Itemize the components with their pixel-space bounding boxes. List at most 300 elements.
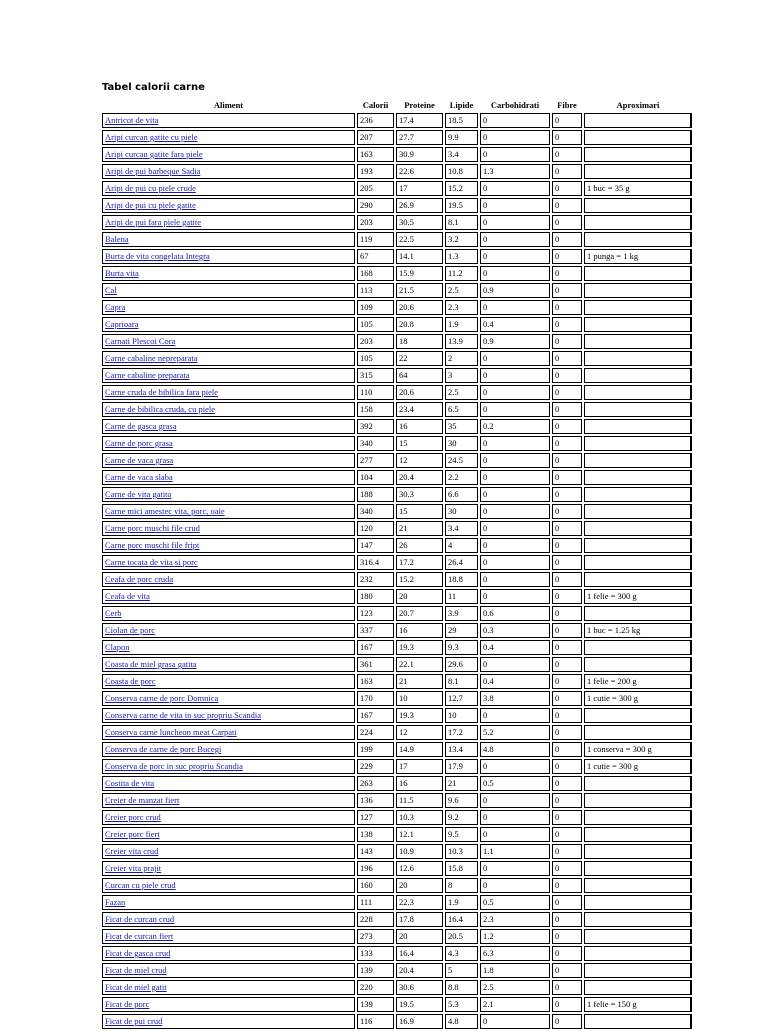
carbohydrates-cell: 0.5 [480, 776, 550, 791]
protein-cell: 10 [396, 691, 443, 706]
calories-cell: 188 [357, 487, 394, 502]
food-name-cell [102, 504, 355, 519]
calories-cell: 167 [357, 640, 394, 655]
food-link[interactable]: Aripi de pui fara piele gatite [105, 217, 202, 227]
food-name-cell [102, 929, 355, 944]
food-name-cell [102, 759, 355, 774]
protein-cell: 21 [396, 521, 443, 536]
column-header-lipide: Lipide [449, 99, 474, 110]
food-link[interactable]: Coasta de miel grasa gatita [105, 659, 197, 669]
food-link[interactable]: Conserva carne luncheon meat Carpati [105, 727, 237, 737]
carbohydrates-cell: 0 [480, 521, 550, 536]
protein-cell: 17.8 [396, 912, 443, 927]
food-name-cell [102, 776, 355, 791]
protein-cell: 14.1 [396, 249, 443, 264]
protein-cell: 20.8 [396, 317, 443, 332]
food-link[interactable]: Capra [105, 302, 126, 312]
carbohydrates-cell: 0 [480, 487, 550, 502]
fiber-cell: 0 [552, 827, 582, 842]
food-name-cell [102, 266, 355, 281]
food-name-cell [102, 181, 355, 196]
table-row [102, 674, 692, 689]
food-link[interactable]: Creier vita prajit [105, 863, 162, 873]
fiber-cell: 0 [552, 878, 582, 893]
food-name-cell [102, 589, 355, 604]
food-link[interactable]: Carne de vaca slaba [105, 472, 173, 482]
protein-cell: 12.6 [396, 861, 443, 876]
food-link[interactable]: Conserva carne de porc Domnica [105, 693, 219, 703]
table-row [102, 997, 692, 1012]
calories-cell: 109 [357, 300, 394, 315]
fiber-cell: 0 [552, 929, 582, 944]
table-row [102, 147, 692, 162]
food-link[interactable]: Burta vita [105, 268, 139, 278]
table-row [102, 963, 692, 978]
column-header-aproximari: Aproximari [616, 99, 660, 110]
fiber-cell: 0 [552, 538, 582, 553]
calories-cell: 111 [357, 895, 394, 910]
carbohydrates-cell: 0 [480, 657, 550, 672]
food-link[interactable]: Aripi de pui cu piele gatite [105, 200, 196, 210]
food-link[interactable]: Carne cabaline nepreparata [105, 353, 198, 363]
carbohydrates-cell: 3.8 [480, 691, 550, 706]
food-name-cell [102, 674, 355, 689]
fiber-cell: 0 [552, 674, 582, 689]
lipids-cell: 2.3 [445, 300, 478, 315]
food-link[interactable]: Carne de bibilica cruda, cu piele [105, 404, 215, 414]
fiber-cell: 0 [552, 385, 582, 400]
carbohydrates-cell: 0.3 [480, 623, 550, 638]
approximation-cell [584, 929, 692, 944]
protein-cell: 20.4 [396, 963, 443, 978]
carbohydrates-cell: 0 [480, 368, 550, 383]
food-name-cell [102, 623, 355, 638]
approximation-cell [584, 555, 692, 570]
approximation-cell [584, 385, 692, 400]
lipids-cell: 1.9 [445, 317, 478, 332]
approximation-cell [584, 470, 692, 485]
calories-cell: 160 [357, 878, 394, 893]
calories-cell: 143 [357, 844, 394, 859]
protein-cell: 22.3 [396, 895, 443, 910]
lipids-cell: 11.2 [445, 266, 478, 281]
food-link[interactable]: Carne de porc grasa [105, 438, 173, 448]
food-name-cell [102, 249, 355, 264]
lipids-cell: 18.8 [445, 572, 478, 587]
lipids-cell: 30 [445, 504, 478, 519]
calories-cell: 224 [357, 725, 394, 740]
table-row [102, 759, 692, 774]
protein-cell: 17.4 [396, 113, 443, 128]
protein-cell: 20.6 [396, 300, 443, 315]
lipids-cell: 13.9 [445, 334, 478, 349]
carbohydrates-cell: 2.5 [480, 980, 550, 995]
food-link[interactable]: Aripi curcan gatite cu piele [105, 132, 198, 142]
calories-cell: 236 [357, 113, 394, 128]
food-link[interactable]: Ficat de curcan fiert [105, 931, 174, 941]
approximation-cell [584, 147, 692, 162]
food-name-cell [102, 657, 355, 672]
calories-cell: 193 [357, 164, 394, 179]
lipids-cell: 19.5 [445, 198, 478, 213]
food-link[interactable]: Clapon [105, 642, 130, 652]
carbohydrates-cell: 0 [480, 402, 550, 417]
approximation-cell [584, 436, 692, 451]
calories-cell: 207 [357, 130, 394, 145]
table-row [102, 1014, 692, 1029]
fiber-cell: 0 [552, 589, 582, 604]
protein-cell: 21 [396, 674, 443, 689]
calories-cell: 361 [357, 657, 394, 672]
food-link[interactable]: Carne de gasca grasa [105, 421, 177, 431]
food-name-cell [102, 572, 355, 587]
food-name-cell [102, 946, 355, 961]
approximation-cell [584, 895, 692, 910]
approximation-cell: 1 felie = 200 g [584, 674, 692, 689]
food-name-cell [102, 827, 355, 842]
fiber-cell: 0 [552, 861, 582, 876]
protein-cell: 15.9 [396, 266, 443, 281]
table-row [102, 640, 692, 655]
calories-cell: 110 [357, 385, 394, 400]
table-row [102, 300, 692, 315]
lipids-cell: 2.5 [445, 385, 478, 400]
food-name-cell [102, 606, 355, 621]
protein-cell: 10.3 [396, 810, 443, 825]
fiber-cell: 0 [552, 419, 582, 434]
food-name-cell [102, 997, 355, 1012]
lipids-cell: 13.4 [445, 742, 478, 757]
carbohydrates-cell: 0.4 [480, 674, 550, 689]
fiber-cell: 0 [552, 436, 582, 451]
fiber-cell: 0 [552, 844, 582, 859]
carbohydrates-cell: 0 [480, 351, 550, 366]
food-link[interactable]: Cerb [105, 608, 122, 618]
food-name-cell [102, 198, 355, 213]
food-link[interactable]: Ficat de miel gatit [105, 982, 167, 992]
food-name-cell [102, 113, 355, 128]
food-link[interactable]: Coasta de porc [105, 676, 156, 686]
carbohydrates-cell: 0.5 [480, 895, 550, 910]
food-link[interactable]: Carne porc muschi file crud [105, 523, 200, 533]
food-link[interactable]: Curcan cu piele crud [105, 880, 176, 890]
food-link[interactable]: Creier de manzat fiert [105, 795, 180, 805]
carbohydrates-cell: 1.1 [480, 844, 550, 859]
protein-cell: 30.5 [396, 215, 443, 230]
table-row [102, 623, 692, 638]
food-link[interactable]: Antricot de vita [105, 115, 159, 125]
calories-cell: 263 [357, 776, 394, 791]
table-row [102, 878, 692, 893]
food-name-cell [102, 351, 355, 366]
calories-cell: 232 [357, 572, 394, 587]
fiber-cell: 0 [552, 776, 582, 791]
food-name-cell [102, 385, 355, 400]
fiber-cell: 0 [552, 759, 582, 774]
calories-cell: 113 [357, 283, 394, 298]
calories-cell: 167 [357, 708, 394, 723]
calories-cell: 139 [357, 963, 394, 978]
food-link[interactable]: Creier porc fiert [105, 829, 160, 839]
fiber-cell: 0 [552, 912, 582, 927]
approximation-cell [584, 963, 692, 978]
fiber-cell: 0 [552, 810, 582, 825]
fiber-cell: 0 [552, 980, 582, 995]
food-name-cell [102, 691, 355, 706]
approximation-cell [584, 232, 692, 247]
protein-cell: 22.1 [396, 657, 443, 672]
protein-cell: 22 [396, 351, 443, 366]
food-link[interactable]: Caprioara [105, 319, 139, 329]
protein-cell: 18 [396, 334, 443, 349]
lipids-cell: 3 [445, 368, 478, 383]
food-name-cell [102, 453, 355, 468]
calories-cell: 123 [357, 606, 394, 621]
food-link[interactable]: Creier porc crud [105, 812, 161, 822]
fiber-cell: 0 [552, 504, 582, 519]
approximation-cell [584, 521, 692, 536]
fiber-cell: 0 [552, 351, 582, 366]
table-row [102, 113, 692, 128]
table-row [102, 249, 692, 264]
calories-cell: 158 [357, 402, 394, 417]
food-link[interactable]: Ficat de miel crud [105, 965, 167, 975]
calories-cell: 273 [357, 929, 394, 944]
table-row [102, 538, 692, 553]
carbohydrates-cell: 0.9 [480, 334, 550, 349]
food-link[interactable]: Conserva de porc in suc propriu Scandia [105, 761, 243, 771]
lipids-cell: 15.2 [445, 181, 478, 196]
table-row [102, 725, 692, 740]
protein-cell: 12.1 [396, 827, 443, 842]
fiber-cell: 0 [552, 232, 582, 247]
table-row [102, 436, 692, 451]
table-row [102, 589, 692, 604]
carbohydrates-cell: 0 [480, 198, 550, 213]
protein-cell: 19.3 [396, 708, 443, 723]
lipids-cell: 17.9 [445, 759, 478, 774]
lipids-cell: 16.4 [445, 912, 478, 927]
calories-cell: 163 [357, 674, 394, 689]
lipids-cell: 8.1 [445, 674, 478, 689]
approximation-cell [584, 300, 692, 315]
column-header-proteine: Proteine [404, 99, 435, 110]
table-row [102, 793, 692, 808]
food-link[interactable]: Carne porc muschi file fript [105, 540, 200, 550]
food-link[interactable]: Costita de vita [105, 778, 155, 788]
lipids-cell: 17.2 [445, 725, 478, 740]
protein-cell: 30.3 [396, 487, 443, 502]
carbohydrates-cell: 0.4 [480, 640, 550, 655]
fiber-cell: 0 [552, 113, 582, 128]
protein-cell: 26 [396, 538, 443, 553]
food-link[interactable]: Aripi de pui barbeque Sadia [105, 166, 201, 176]
table-row [102, 198, 692, 213]
lipids-cell: 4.3 [445, 946, 478, 961]
carbohydrates-cell: 1.2 [480, 929, 550, 944]
fiber-cell: 0 [552, 487, 582, 502]
food-link[interactable]: Ficat de pui crud [105, 1016, 163, 1026]
fiber-cell: 0 [552, 657, 582, 672]
fiber-cell: 0 [552, 470, 582, 485]
food-link[interactable]: Fazan [105, 897, 126, 907]
carbohydrates-cell: 6.3 [480, 946, 550, 961]
approximation-cell [584, 725, 692, 740]
column-header-carbohidrati: Carbohidrati [490, 99, 540, 110]
protein-cell: 20.6 [396, 385, 443, 400]
lipids-cell: 9.6 [445, 793, 478, 808]
table-row [102, 402, 692, 417]
approximation-cell [584, 164, 692, 179]
approximation-cell [584, 793, 692, 808]
food-link[interactable]: Creier vita crud [105, 846, 159, 856]
lipids-cell: 26.4 [445, 555, 478, 570]
food-link[interactable]: Carne tocata de vita si porc [105, 557, 198, 567]
fiber-cell: 0 [552, 368, 582, 383]
food-name-cell [102, 640, 355, 655]
approximation-cell: 1 cutie = 300 g [584, 759, 692, 774]
fiber-cell: 0 [552, 300, 582, 315]
approximation-cell [584, 708, 692, 723]
food-link[interactable]: Carne de vaca grasa [105, 455, 174, 465]
approximation-cell [584, 878, 692, 893]
carbohydrates-cell: 0 [480, 708, 550, 723]
food-name-cell [102, 215, 355, 230]
protein-cell: 15.2 [396, 572, 443, 587]
carbohydrates-cell: 0.4 [480, 317, 550, 332]
lipids-cell: 9.9 [445, 130, 478, 145]
fiber-cell: 0 [552, 946, 582, 961]
protein-cell: 64 [396, 368, 443, 383]
lipids-cell: 8 [445, 878, 478, 893]
column-header-fibre: Fibre [557, 99, 577, 110]
food-link[interactable]: Ciolan de porc [105, 625, 156, 635]
calories-cell: 105 [357, 317, 394, 332]
lipids-cell: 35 [445, 419, 478, 434]
fiber-cell: 0 [552, 266, 582, 281]
table-row [102, 470, 692, 485]
calories-cell: 315 [357, 368, 394, 383]
fiber-cell: 0 [552, 453, 582, 468]
food-link[interactable]: Carnati Plescoi Cora [105, 336, 176, 346]
food-name-cell [102, 555, 355, 570]
lipids-cell: 3.9 [445, 606, 478, 621]
food-link[interactable]: Conserva carne de vita in suc propriu Scandia [105, 710, 262, 720]
protein-cell: 16.4 [396, 946, 443, 961]
table-row [102, 334, 692, 349]
food-link[interactable]: Aripi curcan gatite fara piele [105, 149, 203, 159]
table-row [102, 521, 692, 536]
lipids-cell: 5.3 [445, 997, 478, 1012]
calories-cell: 104 [357, 470, 394, 485]
fiber-cell: 0 [552, 334, 582, 349]
food-link[interactable]: Carne cruda de bibilica fara piele [105, 387, 219, 397]
protein-cell: 12 [396, 725, 443, 740]
protein-cell: 14.9 [396, 742, 443, 757]
calories-cell: 147 [357, 538, 394, 553]
approximation-cell [584, 283, 692, 298]
protein-cell: 17.2 [396, 555, 443, 570]
fiber-cell: 0 [552, 1014, 582, 1029]
approximation-cell [584, 215, 692, 230]
lipids-cell: 21 [445, 776, 478, 791]
approximation-cell: 1 felie = 150 g [584, 997, 692, 1012]
carbohydrates-cell: 0 [480, 181, 550, 196]
table-row [102, 130, 692, 145]
calories-cell: 337 [357, 623, 394, 638]
food-link[interactable]: Ficat de gasca crud [105, 948, 171, 958]
calories-cell: 163 [357, 147, 394, 162]
food-link[interactable]: Ficat de curcan crud [105, 914, 175, 924]
food-link[interactable]: Carne de vita gatita [105, 489, 172, 499]
calories-cell: 168 [357, 266, 394, 281]
food-name-cell [102, 793, 355, 808]
lipids-cell: 15.8 [445, 861, 478, 876]
calories-cell: 138 [357, 827, 394, 842]
food-name-cell [102, 436, 355, 451]
approximation-cell [584, 130, 692, 145]
fiber-cell: 0 [552, 521, 582, 536]
table-row [102, 980, 692, 995]
food-link[interactable]: Cal [105, 285, 117, 295]
protein-cell: 21.5 [396, 283, 443, 298]
table-row [102, 895, 692, 910]
lipids-cell: 30 [445, 436, 478, 451]
food-link[interactable]: Burta de vita congelata Integra [105, 251, 210, 261]
carbohydrates-cell: 0 [480, 504, 550, 519]
calories-cell: 229 [357, 759, 394, 774]
table-row [102, 844, 692, 859]
fiber-cell: 0 [552, 623, 582, 638]
calories-cell: 119 [357, 232, 394, 247]
lipids-cell: 4 [445, 538, 478, 553]
protein-cell: 26.9 [396, 198, 443, 213]
calories-cell: 290 [357, 198, 394, 213]
protein-cell: 20.4 [396, 470, 443, 485]
protein-cell: 22.5 [396, 232, 443, 247]
table-row [102, 742, 692, 757]
fiber-cell: 0 [552, 402, 582, 417]
column-header-calorii: Calorii [362, 99, 389, 110]
approximation-cell [584, 538, 692, 553]
protein-cell: 16 [396, 623, 443, 638]
protein-cell: 16.9 [396, 1014, 443, 1029]
food-link[interactable]: Carne mici amestec vita, porc, oaie [105, 506, 225, 516]
carbohydrates-cell: 0 [480, 759, 550, 774]
carbohydrates-cell: 2.1 [480, 997, 550, 1012]
food-link[interactable]: Balena [105, 234, 129, 244]
food-link[interactable]: Carne cabaline preparata [105, 370, 190, 380]
approximation-cell [584, 912, 692, 927]
food-link[interactable]: Ficat de porc [105, 999, 150, 1009]
carbohydrates-cell: 0.2 [480, 419, 550, 434]
lipids-cell: 6.5 [445, 402, 478, 417]
food-link[interactable]: Ceafa de vita [105, 591, 150, 601]
food-link[interactable]: Aripi de pui cu piele crude [105, 183, 196, 193]
food-link[interactable]: Conserva de carne de porc Bucegi [105, 744, 222, 754]
carbohydrates-cell: 0 [480, 385, 550, 400]
calories-cell: 220 [357, 980, 394, 995]
food-name-cell [102, 810, 355, 825]
food-link[interactable]: Ceafa de porc cruda [105, 574, 174, 584]
carbohydrates-cell: 0 [480, 589, 550, 604]
lipids-cell: 18.5 [445, 113, 478, 128]
approximation-cell [584, 946, 692, 961]
calories-cell: 180 [357, 589, 394, 604]
fiber-cell: 0 [552, 691, 582, 706]
table-row [102, 504, 692, 519]
carbohydrates-cell: 0 [480, 555, 550, 570]
